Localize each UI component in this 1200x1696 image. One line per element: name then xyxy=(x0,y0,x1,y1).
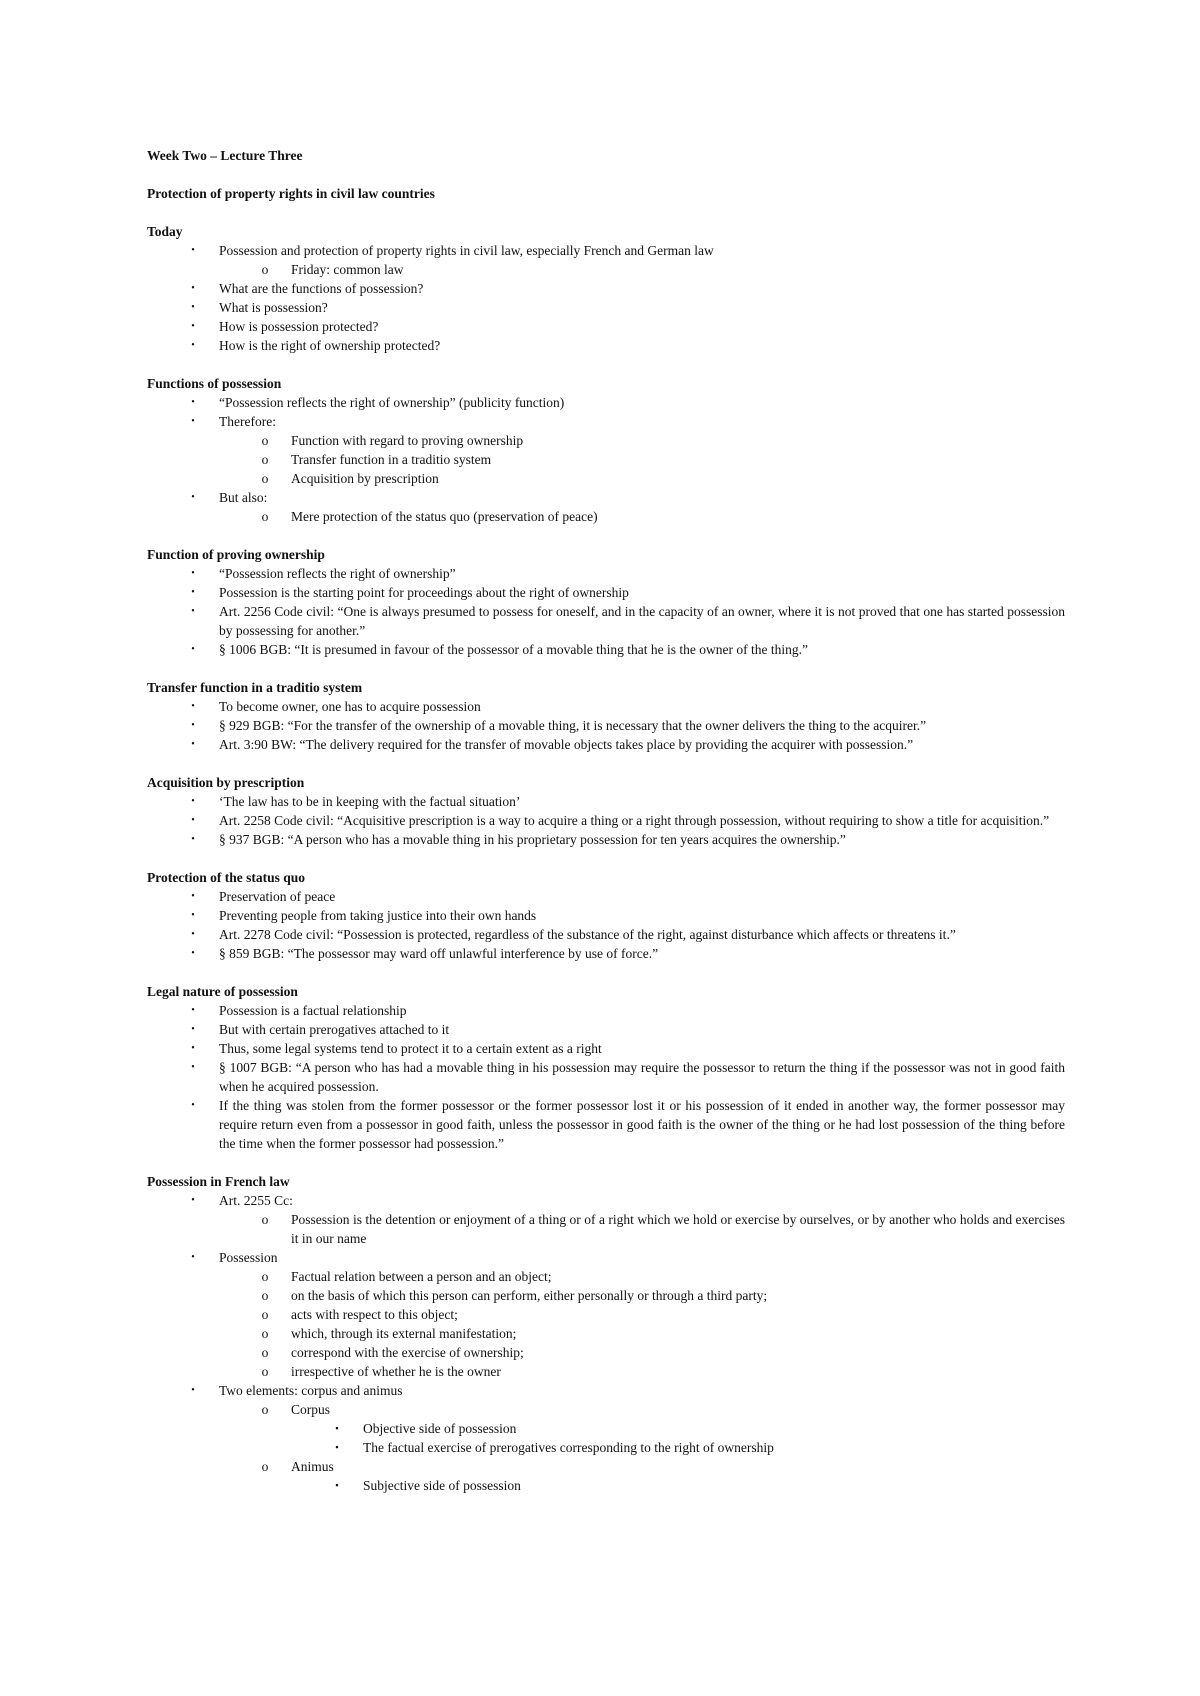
list-item xyxy=(147,887,1065,906)
bullet-marker: • xyxy=(191,815,195,826)
bullet-marker: • xyxy=(191,948,195,959)
list-item xyxy=(147,697,1065,716)
section-heading: Legal nature of possession xyxy=(147,984,298,999)
list-item xyxy=(219,260,1065,279)
list-level-3 xyxy=(291,1476,1065,1495)
list-item xyxy=(147,1020,1065,1039)
list-item-text: Preventing people from taking justice into their own hands xyxy=(219,908,537,923)
list-item xyxy=(147,1381,1065,1495)
list-item xyxy=(147,298,1065,317)
list-item xyxy=(219,1343,1065,1362)
list-item-text: What are the functions of possession? xyxy=(219,281,424,296)
circle-marker: o xyxy=(261,471,269,486)
bullet-marker: • xyxy=(191,1024,195,1035)
list-item xyxy=(147,944,1065,963)
list-item-text: But with certain prerogatives attached to it xyxy=(219,1022,450,1037)
circle-marker: o xyxy=(261,452,269,467)
list-item xyxy=(147,792,1065,811)
list-item xyxy=(147,1248,1065,1381)
list-item-text: § 1007 BGB: “A person who has had a movable thing in his possession may require the possessor to return the thing if the possessor was not in good faith when he acquired possession. xyxy=(219,1060,1065,1094)
list-item xyxy=(219,450,1065,469)
list-item-text: Preservation of peace xyxy=(219,889,336,904)
section xyxy=(147,678,1065,754)
list-item xyxy=(147,830,1065,849)
list-item-text: But also: xyxy=(219,490,268,505)
list-level-2 xyxy=(219,260,1065,279)
bullet-marker: • xyxy=(191,416,195,427)
bullet-marker: • xyxy=(191,644,195,655)
list-item-text: How is the right of ownership protected? xyxy=(219,338,441,353)
bullet-marker: • xyxy=(191,1385,195,1396)
circle-marker: o xyxy=(261,1364,269,1379)
list-item-text: Mere protection of the status quo (preservation of peace) xyxy=(291,509,598,524)
list-item-text: ‘The law has to be in keeping with the factual situation’ xyxy=(219,794,521,809)
square-marker: ▪ xyxy=(335,1442,339,1452)
bullet-marker: • xyxy=(191,1062,195,1073)
list-item-text: Thus, some legal systems tend to protect it to a certain extent as a right xyxy=(219,1041,602,1056)
list-level-2 xyxy=(219,1267,1065,1381)
list-level-2 xyxy=(219,507,1065,526)
list-item xyxy=(147,906,1065,925)
list-item-text: Art. 2255 Cc: xyxy=(219,1193,293,1208)
circle-marker: o xyxy=(261,1269,269,1284)
list-level-2 xyxy=(219,431,1065,488)
list-item xyxy=(147,716,1065,735)
list-item xyxy=(147,1191,1065,1248)
list-item-text: If the thing was stolen from the former possessor or the former possessor lost it or his possession of it ended in another way, the former possessor may require return even from a possessor in good faith, unless the possessor in good faith is the owner of the thing or he had lost possession of the thing before the time when the former possessor had possession.” xyxy=(219,1098,1065,1151)
list-item-text: Animus xyxy=(291,1459,334,1474)
bullet-marker: • xyxy=(191,245,195,256)
bullet-marker: • xyxy=(191,568,195,579)
list-item xyxy=(147,564,1065,583)
square-marker: ▪ xyxy=(335,1480,339,1490)
section-heading: Function of proving ownership xyxy=(147,547,325,562)
circle-marker: o xyxy=(261,509,269,524)
list-item xyxy=(219,1362,1065,1381)
list-item-text: Art. 2256 Code civil: “One is always presumed to possess for oneself, and in the capacity of an owner, where it is not proved that one has started possession by possessing for another.” xyxy=(219,604,1065,638)
bullet-marker: • xyxy=(191,1195,195,1206)
section xyxy=(147,868,1065,963)
list-item-text: Friday: common law xyxy=(291,262,404,277)
bullet-marker: • xyxy=(191,720,195,731)
document-content xyxy=(147,146,1065,1514)
list-level-1 xyxy=(147,887,1065,963)
list-item xyxy=(147,241,1065,279)
list-level-2 xyxy=(219,1210,1065,1248)
list-item xyxy=(147,583,1065,602)
list-item xyxy=(219,1457,1065,1495)
section-heading: Acquisition by prescription xyxy=(147,775,305,790)
list-level-1 xyxy=(147,697,1065,754)
list-item-text: Possession and protection of property rights in civil law, especially French and German law xyxy=(219,243,714,258)
circle-marker: o xyxy=(261,1459,269,1474)
list-item-text: § 929 BGB: “For the transfer of the ownership of a movable thing, it is necessary that the owner delivers the thing to the acquirer.” xyxy=(219,718,927,733)
circle-marker: o xyxy=(261,1345,269,1360)
list-item-text: correspond with the exercise of ownership; xyxy=(291,1345,524,1360)
bullet-marker: • xyxy=(191,321,195,332)
list-level-1 xyxy=(147,241,1065,355)
list-item xyxy=(147,811,1065,830)
list-level-1 xyxy=(147,393,1065,526)
list-item-text: Factual relation between a person and an object; xyxy=(291,1269,552,1284)
list-item xyxy=(219,1210,1065,1248)
list-item xyxy=(291,1438,1065,1457)
list-item xyxy=(147,735,1065,754)
list-item-text: What is possession? xyxy=(219,300,328,315)
list-level-2 xyxy=(219,1400,1065,1495)
list-item xyxy=(219,1324,1065,1343)
list-item-text: § 859 BGB: “The possessor may ward off unlawful interference by use of force.” xyxy=(219,946,659,961)
list-item-text: § 1006 BGB: “It is presumed in favour of the possessor of a movable thing that he is the owner of the thing.” xyxy=(219,642,809,657)
section-heading: Today xyxy=(147,224,183,239)
list-level-1 xyxy=(147,1001,1065,1153)
bullet-marker: • xyxy=(191,283,195,294)
list-item xyxy=(147,640,1065,659)
bullet-marker: • xyxy=(191,834,195,845)
list-item xyxy=(219,469,1065,488)
list-item-text: Art. 2278 Code civil: “Possession is protected, regardless of the substance of the right, against disturbance which affects or threatens it.” xyxy=(219,927,956,942)
bullet-marker: • xyxy=(191,397,195,408)
bullet-marker: • xyxy=(191,929,195,940)
list-item xyxy=(219,1400,1065,1457)
square-marker: ▪ xyxy=(335,1423,339,1433)
list-item-text: “Possession reflects the right of ownership” xyxy=(219,566,456,581)
list-item-text: How is possession protected? xyxy=(219,319,379,334)
list-item-text: The factual exercise of prerogatives corresponding to the right of ownership xyxy=(363,1440,774,1455)
list-item-text: Function with regard to proving ownership xyxy=(291,433,524,448)
list-item-text: Objective side of possession xyxy=(363,1421,517,1436)
list-item-text: Transfer function in a traditio system xyxy=(291,452,492,467)
list-item xyxy=(291,1419,1065,1438)
section xyxy=(147,374,1065,526)
list-item xyxy=(147,925,1065,944)
circle-marker: o xyxy=(261,1326,269,1341)
document-title: Week Two – Lecture Three xyxy=(147,148,303,163)
bullet-marker: • xyxy=(191,891,195,902)
section xyxy=(147,773,1065,849)
list-item-text: acts with respect to this object; xyxy=(291,1307,458,1322)
list-item-text: Art. 3:90 BW: “The delivery required for the transfer of movable objects takes place by providing the acquirer with possession.” xyxy=(219,737,914,752)
bullet-marker: • xyxy=(191,739,195,750)
list-item-text: “Possession reflects the right of ownership” (publicity function) xyxy=(219,395,565,410)
list-item xyxy=(147,317,1065,336)
list-item-text: Possession is a factual relationship xyxy=(219,1003,407,1018)
list-item-text: on the basis of which this person can perform, either personally or through a third party; xyxy=(291,1288,768,1303)
bullet-marker: • xyxy=(191,1043,195,1054)
list-level-1 xyxy=(147,564,1065,659)
circle-marker: o xyxy=(261,1212,269,1227)
section xyxy=(147,1172,1065,1495)
list-item-text: Corpus xyxy=(291,1402,331,1417)
list-item-text: Art. 2258 Code civil: “Acquisitive prescription is a way to acquire a thing or a right through possession, without requiring to show a title for acquisition.” xyxy=(219,813,1050,828)
list-item xyxy=(219,1267,1065,1286)
list-level-3 xyxy=(291,1419,1065,1457)
section xyxy=(147,545,1065,659)
circle-marker: o xyxy=(261,262,269,277)
bullet-marker: • xyxy=(191,587,195,598)
list-item xyxy=(147,1058,1065,1096)
bullet-marker: • xyxy=(191,492,195,503)
bullet-marker: • xyxy=(191,606,195,617)
section-heading: Possession in French law xyxy=(147,1174,290,1189)
circle-marker: o xyxy=(261,433,269,448)
list-item xyxy=(147,488,1065,526)
list-item-text: Acquisition by prescription xyxy=(291,471,439,486)
bullet-marker: • xyxy=(191,796,195,807)
list-item xyxy=(291,1476,1065,1495)
list-item-text: Possession is the starting point for proceedings about the right of ownership xyxy=(219,585,629,600)
list-item-text: Possession is the detention or enjoyment of a thing or of a right which we hold or exercise by ourselves, or by another who holds and exercises it in our name xyxy=(291,1212,1065,1246)
list-item xyxy=(219,507,1065,526)
bullet-marker: • xyxy=(191,701,195,712)
list-item xyxy=(219,1286,1065,1305)
list-item-text: Therefore: xyxy=(219,414,276,429)
list-level-1 xyxy=(147,1191,1065,1495)
list-item xyxy=(147,1039,1065,1058)
bullet-marker: • xyxy=(191,340,195,351)
list-item xyxy=(219,1305,1065,1324)
list-level-1 xyxy=(147,792,1065,849)
list-item-text: Subjective side of possession xyxy=(363,1478,521,1493)
list-item xyxy=(147,602,1065,640)
list-item xyxy=(147,393,1065,412)
bullet-marker: • xyxy=(191,302,195,313)
list-item-text: Two elements: corpus and animus xyxy=(219,1383,403,1398)
list-item-text: irrespective of whether he is the owner xyxy=(291,1364,501,1379)
list-item xyxy=(147,279,1065,298)
document-subtitle: Protection of property rights in civil law countries xyxy=(147,186,435,201)
list-item xyxy=(147,336,1065,355)
bullet-marker: • xyxy=(191,1252,195,1263)
section-heading: Functions of possession xyxy=(147,376,282,391)
list-item-text: Possession xyxy=(219,1250,278,1265)
list-item-text: To become owner, one has to acquire possession xyxy=(219,699,481,714)
list-item-text: which, through its external manifestation; xyxy=(291,1326,517,1341)
circle-marker: o xyxy=(261,1307,269,1322)
section-heading: Protection of the status quo xyxy=(147,870,305,885)
section-heading: Transfer function in a traditio system xyxy=(147,680,363,695)
list-item xyxy=(147,412,1065,488)
circle-marker: o xyxy=(261,1402,269,1417)
list-item xyxy=(219,431,1065,450)
list-item xyxy=(147,1001,1065,1020)
circle-marker: o xyxy=(261,1288,269,1303)
list-item-text: § 937 BGB: “A person who has a movable thing in his proprietary possession for ten years acquires the ownership.” xyxy=(219,832,846,847)
bullet-marker: • xyxy=(191,910,195,921)
section xyxy=(147,222,1065,355)
sections-container xyxy=(147,222,1065,1495)
bullet-marker: • xyxy=(191,1100,195,1111)
list-item xyxy=(147,1096,1065,1153)
bullet-marker: • xyxy=(191,1005,195,1016)
section xyxy=(147,982,1065,1153)
